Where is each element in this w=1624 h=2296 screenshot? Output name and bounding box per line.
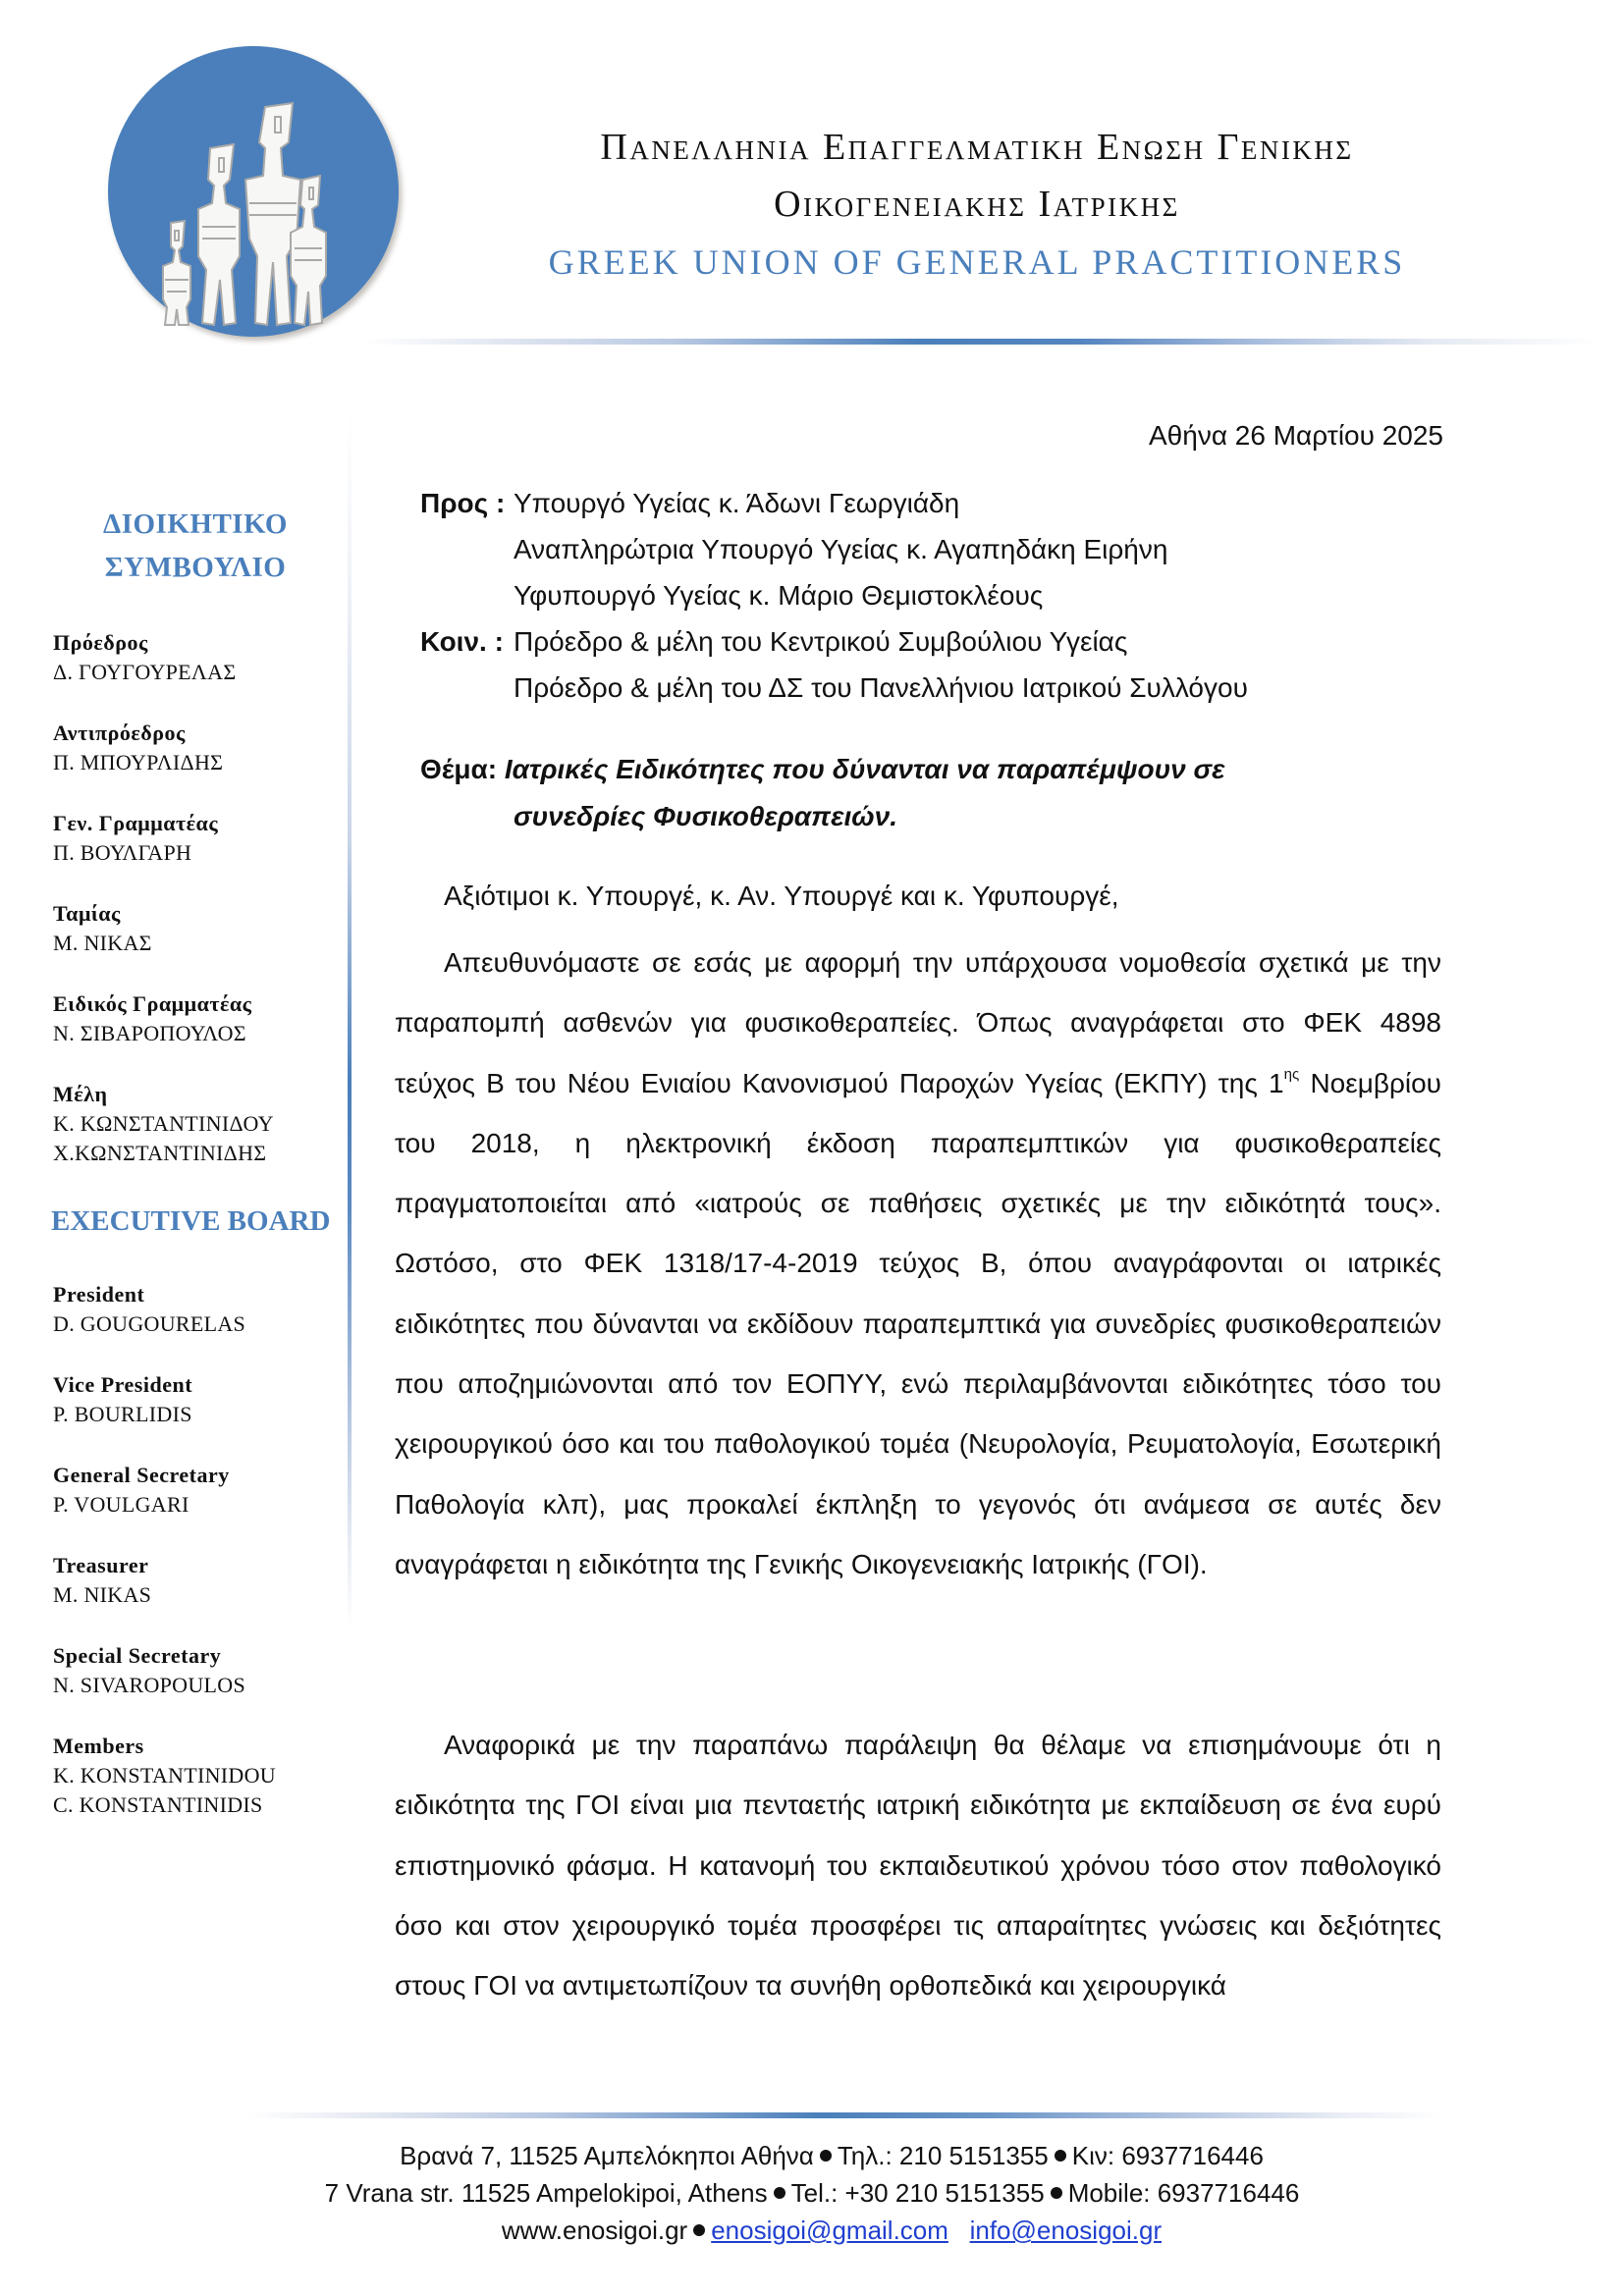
recipient: Υφυπουργό Υγείας κ. Μάριο Θεμιστοκλέους — [514, 580, 1044, 611]
board-member-group — [53, 1551, 151, 1610]
board-member-name: Μ. ΝΙΚΑΣ — [53, 931, 152, 955]
footer-divider — [245, 2112, 1443, 2118]
board-role: Πρόεδρος — [53, 630, 148, 655]
subject-text-continued: συνεδρίες Φυσικοθεραπειών. — [514, 801, 897, 831]
to-label: Προς : — [420, 488, 506, 518]
bullet-dot-icon — [774, 2187, 785, 2199]
board-role: Ταμίας — [53, 901, 121, 926]
cc-row — [420, 618, 1461, 665]
footer-phone: Τηλ.: 210 5151355 — [837, 2141, 1049, 2170]
footer-address-english — [0, 2174, 1624, 2212]
board-role: General Secretary — [53, 1463, 230, 1487]
recipient: Υπουργό Υγείας κ. Άδωνι Γεωργιάδη — [514, 488, 960, 518]
bullet-dot-icon — [1051, 2187, 1062, 2199]
board-member-group — [53, 1280, 245, 1339]
sidebar-greek-heading — [51, 503, 340, 589]
organization-title-greek-line1: Πανελληνια Επαγγελματικη Ενωση Γενικης — [600, 127, 1354, 168]
header-divider — [363, 339, 1600, 345]
organization-title-english: GREEK UNION OF GENERAL PRACTITIONERS — [548, 242, 1406, 282]
footer-phone: Tel.: +30 210 5151355 — [790, 2178, 1045, 2208]
sidebar-greek-heading-line2: ΣΥΜΒΟΥΛΙΟ — [104, 552, 287, 583]
footer-address-greek — [0, 2137, 1624, 2174]
board-member-group — [53, 899, 152, 958]
board-member-name: Δ. ΓΟΥΓΟΥΡΕΛΑΣ — [53, 660, 237, 684]
board-role: Vice President — [53, 1372, 193, 1397]
board-member-group — [53, 1641, 245, 1700]
cc-recipient: Πρόεδρο & μέλη του ΔΣ του Πανελλήνιου Ιατρικού Συλλόγου — [514, 672, 1248, 703]
organization-logo — [108, 46, 399, 337]
board-role: Αντιπρόεδρος — [53, 721, 186, 745]
bullet-dot-icon — [693, 2224, 705, 2236]
sidebar-divider — [348, 412, 352, 1629]
board-member-name: P. VOULGARI — [53, 1492, 189, 1517]
board-member-name: P. BOURLIDIS — [53, 1402, 192, 1426]
footer-address: 7 Vrana str. 11525 Ampelokipoi, Athens — [324, 2178, 768, 2208]
bullet-dot-icon — [820, 2150, 832, 2162]
board-member-name: M. NIKAS — [53, 1582, 152, 1607]
footer-web — [0, 2212, 1624, 2249]
paragraph-text: Απευθυνόμαστε σε εσάς με αφορμή την υπάρχουσα νομοθεσία σχετικά με την παραπομπή ασθενών για φυσικοθεραπείες. Όπως αναγράφεται στο ΦΕΚ 4898 τεύχος Β του Νέου Ενιαίου Κανονισμού Παροχών Υγείας (ΕΚΠΥ) της 1 — [395, 947, 1441, 1098]
board-role: Members — [53, 1734, 144, 1758]
board-member-name: C. KONSTANTINIDIS — [53, 1792, 263, 1817]
footer-address: Βρανά 7, 11525 Αμπελόκηποι Αθήνα — [400, 2141, 814, 2170]
recipients-block — [420, 480, 1461, 711]
board-member-group — [53, 1461, 230, 1520]
recipient: Αναπληρώτρια Υπουργό Υγείας κ. Αγαπηδάκη Ειρήνη — [514, 534, 1168, 564]
subject-text: Ιατρικές Ειδικότητες που δύνανται να παραπέμψουν σε — [504, 754, 1225, 784]
footer-mobile: Κιν: 6937716446 — [1071, 2141, 1264, 2170]
body-paragraph-1 — [395, 933, 1441, 1594]
board-member-group — [53, 809, 218, 868]
body-paragraph-2 — [395, 1715, 1441, 2015]
email-link-info[interactable]: info@enosigoi.gr — [969, 2216, 1163, 2245]
board-member-group — [53, 1732, 276, 1820]
board-member-name: D. GOUGOURELAS — [53, 1311, 246, 1336]
cycladic-figurines-logo-icon — [108, 46, 399, 337]
board-member-name: Π. ΒΟΥΛΓΑΡΗ — [53, 840, 192, 865]
subject-label: Θέμα: — [420, 754, 498, 784]
recipient-row — [420, 526, 1461, 572]
paragraph-text: Νοεμβρίου του 2018, η ηλεκτρονική έκδοση παραπεμπτικών για φυσικοθεραπείες πραγματοποιείται από «ιατρούς σε παθήσεις σχετικές με την ειδικότητά τους». Ωστόσο, στο ΦΕΚ 1318/17-4-2019 τεύχος Β, όπου αναγράφονται οι ιατρικές ειδικότητες που δύνανται να εκδίδουν παραπεμπτικά για συνεδρίες φυσικοθεραπειών που αποζημιώνονται από τον ΕΟΠΥΥ, ενώ περιλαμβάνονται ειδικότητες τόσο του χειρουργικού όσο και του παθολογικού τομέα (Νευρολογία, Ρευματολογία, Εσωτερική Παθολογία κλπ), μας προκαλεί έκπληξη το γεγονός ότι ανάμεσα σε αυτές δεν αναγράφεται η ειδικότητα της Γενικής Οικογενειακής Ιατρικής (ΓΟΙ). — [395, 1067, 1441, 1579]
board-member-group — [53, 719, 223, 777]
board-role: Γεν. Γραμματέας — [53, 811, 219, 835]
board-role: Special Secretary — [53, 1643, 222, 1668]
email-link-gmail[interactable]: enosigoi@gmail.com — [711, 2216, 948, 2245]
sidebar-english-heading: EXECUTIVE BOARD — [51, 1205, 331, 1237]
sidebar-greek-heading-line1: ΔΙΟΙΚΗΤΙΚΟ — [103, 508, 288, 540]
board-member-name: Κ. ΚΩΝΣΤΑΝΤΙΝΙΔΟΥ — [53, 1111, 274, 1136]
board-role: President — [53, 1282, 145, 1307]
board-role: Treasurer — [53, 1553, 149, 1577]
board-role: Ειδικός Γραμματέας — [53, 991, 252, 1016]
board-member-group — [53, 1080, 274, 1168]
board-member-name: N. SIVAROPOULOS — [53, 1673, 246, 1697]
board-member-name: Ν. ΣΙΒΑΡΟΠΟΥΛΟΣ — [53, 1021, 246, 1045]
letter-date: Αθήνα 26 Μαρτίου 2025 — [1149, 420, 1443, 451]
bullet-dot-icon — [1055, 2150, 1066, 2162]
board-member-name: Π. ΜΠΟΥΡΛΙΔΗΣ — [53, 750, 224, 774]
board-member-group — [53, 1370, 192, 1429]
subject-block — [420, 746, 1461, 840]
recipient-row — [420, 572, 1461, 618]
footer-website: www.enosigoi.gr — [501, 2216, 688, 2245]
board-role: Μέλη — [53, 1082, 108, 1106]
board-member-group — [53, 628, 236, 687]
cc-row — [420, 665, 1461, 711]
board-member-name: Χ.ΚΩΝΣΤΑΝΤΙΝΙΔΗΣ — [53, 1141, 267, 1165]
organization-title-greek-line2: Οικογενειακης Ιατρικης — [774, 184, 1180, 225]
recipient-row — [420, 480, 1461, 526]
ordinal-superscript: ης — [1283, 1065, 1300, 1083]
board-member-name: K. KONSTANTINIDOU — [53, 1763, 276, 1788]
paragraph-text: Αναφορικά με την παραπάνω παράλειψη θα θέλαμε να επισημάνουμε ότι η ειδικότητα της ΓΟΙ είναι μια πενταετής ιατρική ειδικότητα με εκπαίδευση σε ένα ευρύ επιστημονικό φάσμα. Η κατανομή του εκπαιδευτικού χρόνου τόσο στον παθολογικό όσο και στον χειρουργικό τομέα προσφέρει τις απαραίτητες γνώσεις και δεξιότητες στους ΓΟΙ να αντιμετωπίζουν τα συνήθη ορθοπεδικά και χειρουργικά — [395, 1730, 1441, 2002]
cc-label: Κοιν. : — [420, 626, 504, 657]
board-member-group — [53, 989, 251, 1048]
footer-mobile: Mobile: 6937716446 — [1067, 2178, 1300, 2208]
cc-recipient: Πρόεδρο & μέλη του Κεντρικού Συμβούλιου Υγείας — [514, 626, 1128, 657]
salutation: Αξιότιμοι κ. Υπουργέ, κ. Αν. Υπουργέ και κ. Υφυπουργέ, — [444, 881, 1119, 911]
